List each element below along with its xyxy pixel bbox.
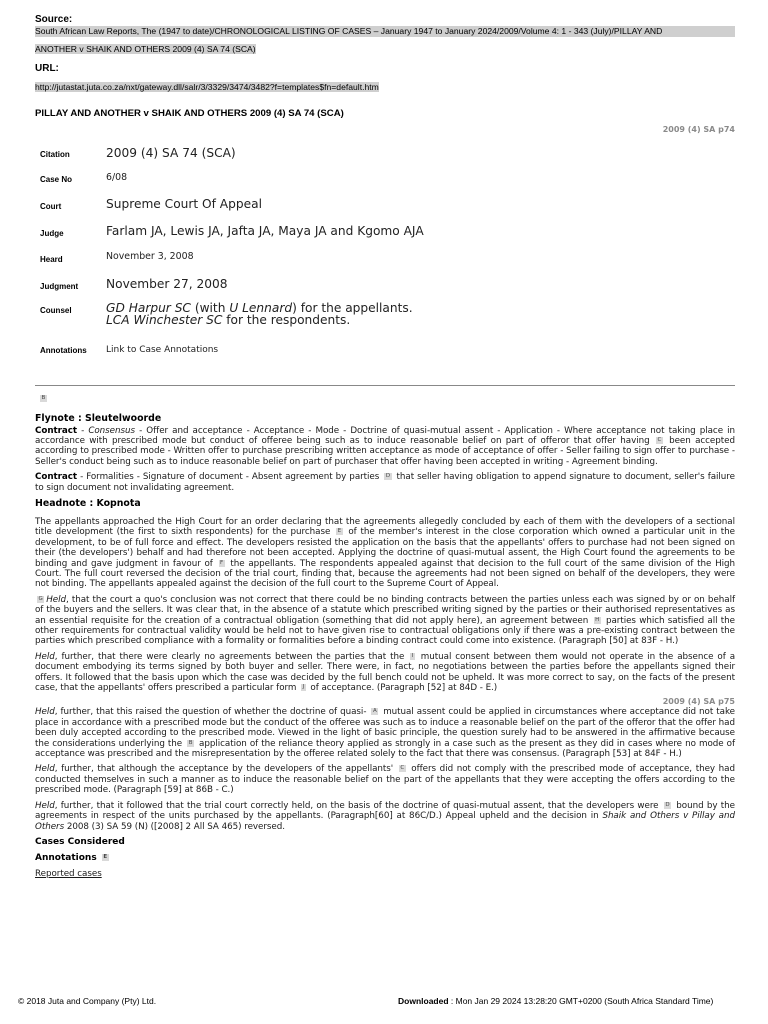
margin-letter-marker: I [411,652,414,659]
reported-cases-link[interactable]: Reported cases [35,868,102,879]
page-reference-top: 2009 (4) SA p74 [662,124,735,134]
headnote-paragraph [35,707,735,759]
margin-letter-marker: J [302,684,305,691]
source-label: Source: [35,14,73,25]
margin-letter-marker: F [220,559,224,566]
headnote-paragraph [35,595,735,647]
held-label: Held [35,707,55,718]
annotations-link[interactable]: Link to Case Annotations [106,344,219,355]
margin-letter-marker: E [103,853,108,860]
headnote-paragraph [35,652,735,694]
text: the appellants. The respondents appealed against that decision to the full court of the same division of the High Court. The full court reversed the decision of the trial court, finding that, because the agreements had not been signed on behalf of the developers, they were not binding. The appellants appealed against the decision of the full court to the Supreme Court of Appeal. [35,558,736,590]
counsel-appellant-junior: U Lennard [229,300,293,315]
text: bound by the agreements in respect of the units purchased by the appellants. (Paragraph[60] at 86C/D.) Appeal upheld and the decision in [35,800,736,822]
flynote-paragraph [35,472,735,493]
flynote-term: Contract [35,425,78,436]
marker-row [38,388,735,407]
margin-letter-marker: D [665,801,670,808]
text: offers did not comply with the prescribed mode of acceptance, they had conducted themselves in such a manner as to induce the reasonable belief on the part of the appellants that they were accepting the offers according to the prescribed mode. (Paragraph [59] at 86B - C.) [35,764,735,796]
margin-letter-marker: B [188,739,193,746]
copyright-text: © 2018 Juta and Company (Pty) Ltd. [18,996,157,1006]
divider [35,385,735,386]
heard-value: November 3, 2008 [106,250,194,262]
annotations-title: Annotations [35,852,97,863]
text: , further, that there were clearly no agreements between the parties that the [54,651,409,662]
judge-value: Farlam JA, Lewis JA, Jafta JA, Maya JA and Kgomo AJA [106,223,424,238]
counsel-appellant-lead: GD Harpur SC [106,300,191,315]
text: - [77,425,89,436]
flynote-term: Contract [35,472,78,483]
court-value: Supreme Court Of Appeal [106,196,262,211]
margin-letter-marker: A [372,708,377,715]
margin-letter-marker: B [41,394,46,401]
downloaded-label: Downloaded [398,996,449,1006]
url-label: URL: [35,62,59,74]
text: that seller having obligation to append signature to document, seller's failure to sign document not invalidating agreement. [35,472,735,493]
counsel-text: (with [190,300,230,315]
held-label: Held [46,594,66,605]
footer [18,996,748,1006]
citation-label: Citation [40,149,70,159]
text: parties which satisfied all the other requirements for contractual validity would be held not to have given rise to contractual obligations only if there was a pre-existing contract between the parties which prescribed compliance with a formality or formalities before a binding contract could come into existence. (Paragraph [50] at 83F - H.) [35,615,735,647]
margin-letter-marker: E [337,528,342,535]
flynote-paragraph [35,426,735,468]
source-line-2: ANOTHER v SHAIK AND OTHERS 2009 (4) SA 74 (SCA) [35,43,256,54]
annotations-label: Annotations [40,345,87,355]
text: mutual assent could be applied in circumstances where acceptance did not take place in accordance with a prescribed mode but the conduct of the offeree was such as to induce a reasonable belief on the part of the offeror that the offer had been duly accepted according to the prescribed mode. Viewed in the light of basic principle, the question surely had to be answered in the affirmative because the considerations underlying the [35,707,735,749]
text: of the member's interest in the close corporation which owned a particular unit in the development, to be of full force and effect. The developers resisted the application on the basis that the appellants' offers to purchase had not been signed on their (the developers') behalf and had therefore not been accepted. Applying the doctrine of quasi-mutual assent, the High Court found the agreements to be binding and gave judgment in favour of [35,527,735,569]
heard-label: Heard [40,254,63,264]
case-no-value: 6/08 [106,171,128,183]
flynote-heading: Flynote : Sleutelwoorde [35,412,162,424]
source-text [35,26,735,56]
counsel-text: ) for the appellants. [292,300,413,315]
text: been accepted according to prescribed mode - Written offer to purchase prescribing written acceptance as mode of acceptance of offer - Seller failing to sign offer to purchase - Seller's conduct being such as to induce reasonable belief on part of purchaser that offer having been accepted in writing - Agreement binding. [35,435,735,467]
text: 2008 (3) SA 59 (N) ([2008] 2 All SA 465) reversed. [64,821,285,832]
url-link[interactable]: http://jutastat.juta.co.za/nxt/gateway.dll/salr/3/3329/3474/3482?f=templates$fn=default.htm [35,81,379,92]
headnote-paragraph [35,801,735,832]
citation-value: 2009 (4) SA 74 (SCA) [106,145,236,160]
margin-letter-marker: H [595,616,600,623]
held-label: Held [35,800,55,811]
judge-label: Judge [40,228,64,238]
text: , further, that it followed that the trial court correctly held, on the basis of the doctrine of quasi-mutual assent, that the developers were [54,800,662,811]
case-metadata [35,134,735,379]
held-label: Held [35,764,55,775]
margin-letter-marker: D [385,473,390,480]
headnote-paragraph [35,764,735,795]
text: , that the court a quo's conclusion was not correct that there could be no binding contracts between the parties unless each was signed by or on behalf of the buyers and the sellers. It was clear that, in the absence of a statute which prescribed writing signed by the parties or their authorised representatives as an essential requisite for the creation of a contractual obligation (something that did not apply here), an agreement between [35,594,735,626]
counsel-value [106,302,413,327]
margin-letter-marker: G [38,595,43,602]
counsel-text: for the respondents. [222,313,351,327]
text: The appellants approached the High Court for an order declaring that the agreements allegedly concluded by each of them with the developers of a sectional title development (the first to sixth respondents) for the purchase [35,516,735,538]
margin-letter-marker: C [400,765,405,772]
counsel-respondent: LCA Winchester SC [106,313,223,327]
text: of acceptance. (Paragraph [52] at 84D - E.) [307,683,498,694]
text: application of the reliance theory applied as strongly in a case such as the present as they did in cases where no mode of acceptance was prescribed and the misrepresentation by the offeree related solely to the fact that there was consensus. (Paragraph [53] at 84F - H.) [35,738,736,760]
judgment-label: Judgment [40,281,79,291]
case-no-label: Case No [40,174,73,184]
annotations-heading [35,853,735,863]
page-reference-mid: 2009 (4) SA p75 [662,697,735,707]
cases-considered-heading: Cases Considered [35,836,125,847]
text: - Formalities - Signature of document - Absent agreement by parties [77,472,383,483]
document-page [35,14,735,884]
headnote-heading: Headnote : Kopnota [35,497,141,509]
download-info [398,996,713,1006]
text: mutual consent between them would not operate in the absence of a document embodying its terms signed by both buyer and seller. There were, in fact, no negotiations between the parties before the appellants signed their offers. It followed that the basis upon which the case was decided by the full bench could not be upheld. It was more correct to say, on the facts of the present case, that the appellants' offers prescribed a particular form [35,651,736,694]
headnote-paragraph [35,517,735,590]
margin-letter-marker: C [657,436,662,443]
held-label: Held [35,651,55,662]
case-title: PILLAY AND ANOTHER v SHAIK AND OTHERS 2009 (4) SA 74 (SCA) [35,107,344,119]
judgment-value: November 27, 2008 [106,276,228,291]
downloaded-value: : Mon Jan 29 2024 13:28:20 GMT+0200 (South Africa Standard Time) [448,996,714,1006]
text: , further, that although the acceptance by the developers of the appellants' [54,764,397,775]
source-line-1: South African Law Reports, The (1947 to date)/CHRONOLOGICAL LISTING OF CASES – January 1947 to January 2024/2009/Volume 4: 1 - 343 (July)/PILLAY AND [35,26,735,37]
counsel-label: Counsel [40,305,72,315]
text: - Offer and acceptance - Acceptance - Mode - Doctrine of quasi-mutual assent - Application - Where acceptance not taking place in accordance with prescribed mode but conduct of offeree being such as to induce reasonable belief on part of offeror that offer having [35,425,735,446]
flynote-italic: Consensus [88,425,136,436]
case-name: Shaik and Others v Pillay and Others [35,811,735,832]
text: , further, that this raised the question of whether the doctrine of quasi- [54,707,370,718]
court-label: Court [40,201,62,211]
